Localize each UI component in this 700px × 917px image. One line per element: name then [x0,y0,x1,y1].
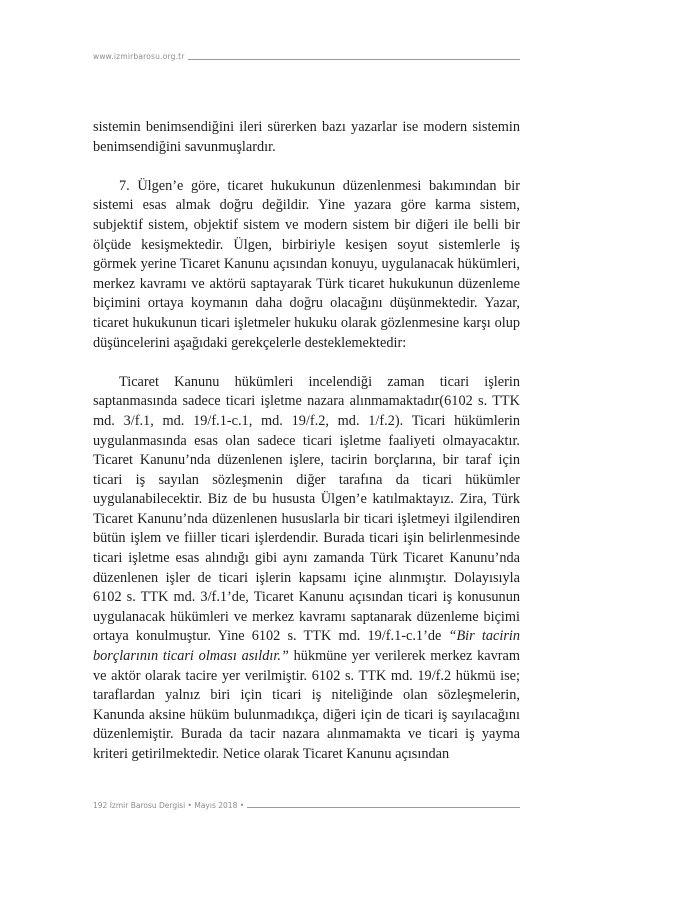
header-url[interactable]: www.izmirbarosu.org.tr [93,52,188,61]
footer-text: 192 İzmir Barosu Dergisi • Mayıs 2018 • [93,801,247,810]
paragraph-1: sistemin benimsendiğini ileri sürerken bazı yazarlar ise modern sistemin benimsendiğini savunmuşlardır. [93,119,520,155]
paragraph-3 [93,373,520,765]
paragraph-spacer [93,157,520,177]
page-footer [93,801,520,815]
body-text [93,118,520,765]
paragraph-spacer [93,353,520,373]
paragraph-3-text-b: hükmüne yer verilerek merkez kavram ve aktör olarak tacire yer verilmiştir. 6102 s. TTK md. 19/f.2 hükmü ise; taraflardan yalnız biri için ticari iş niteliğinde olan sözleşmelerin, Kanunda aksine hüküm bulunmadıkça, diğeri için de ticari iş sayılacağını düzenlemiştir. Burada da tacir nazara alınmamakta ve ticari iş yayma kriteri getirilmektedir. Netice olarak Ticaret Kanunu açısından [93,648,520,762]
paragraph-2: 7. Ülgen’e göre, ticaret hukukunun düzenlenmesi bakımından bir sistemi esas almak doğru değildir. Yine yazara göre karma sistem, subjektif sistem, objektif sistem ve modern sistem bir diğeri ile belli bir ölçüde kesişmektedir. Ülgen, birbiriyle kesişen soyut sistemlerle iş görmek yerine Ticaret Kanunu açısından konuyu, uygulanacak hükümleri, merkez kavramı ve aktörü saptayarak Türk ticaret hukukunun düzenleme biçimini ortaya koymanın daha doğru olacağını düşünmektedir. Yazar, ticaret hukukunun ticari işletmeler hukuku olarak gözlenmesine karşı olup düşüncelerini aşağıdaki gerekçelerle desteklemektedir: [93,177,520,351]
page-header [93,52,520,66]
paragraph-3-quote: “Bir tacirin borçlarının ticari olması asıldır.” [93,628,521,665]
paragraph-3-text-a: Ticaret Kanunu hükümleri incelendiği zaman ticari işlerin saptanmasında sadece ticari işletme nazara alınmamaktadır(6102 s. TTK md. 3/f.1, md. 19/f.1-c.1, md. 19/f.2, md. 1/f.2). Ticari hükümlerin uygulanmasında esas olan sadece ticari işletme faaliyeti olmayacaktır. Ticaret Kanunu’nda düzenlenen işlere, tacirin borçlarına, bir taraf için ticari iş sayılan sözleşmenin diğer tarafına da ticari hükümler uygulanabilecektir. Biz de bu hususta Ülgen’e katılmaktayız. Zira, Türk Ticaret Kanunu’nda düzenlenen hususlarla bir ticari işletmeyi ilgilendiren bütün işlem ve fiiller ticari işlerdendir. Burada ticari işin belirlenmesinde ticari işletme esas alındığı gibi aynı zamanda Türk Ticaret Kanunu’nda düzenlenen işler de ticari işlerin kapsamı içine alınmıştır. Dolayısıyla 6102 s. TTK md. 3/f.1’de, Ticaret Kanunu açısından ticari iş konusunun uygulanacak hükümleri ve merkez kavramı saptanarak düzenleme biçimi ortaya konulmuştur. Yine 6102 s. TTK md. 19/f.1-c.1’de [93,373,520,645]
